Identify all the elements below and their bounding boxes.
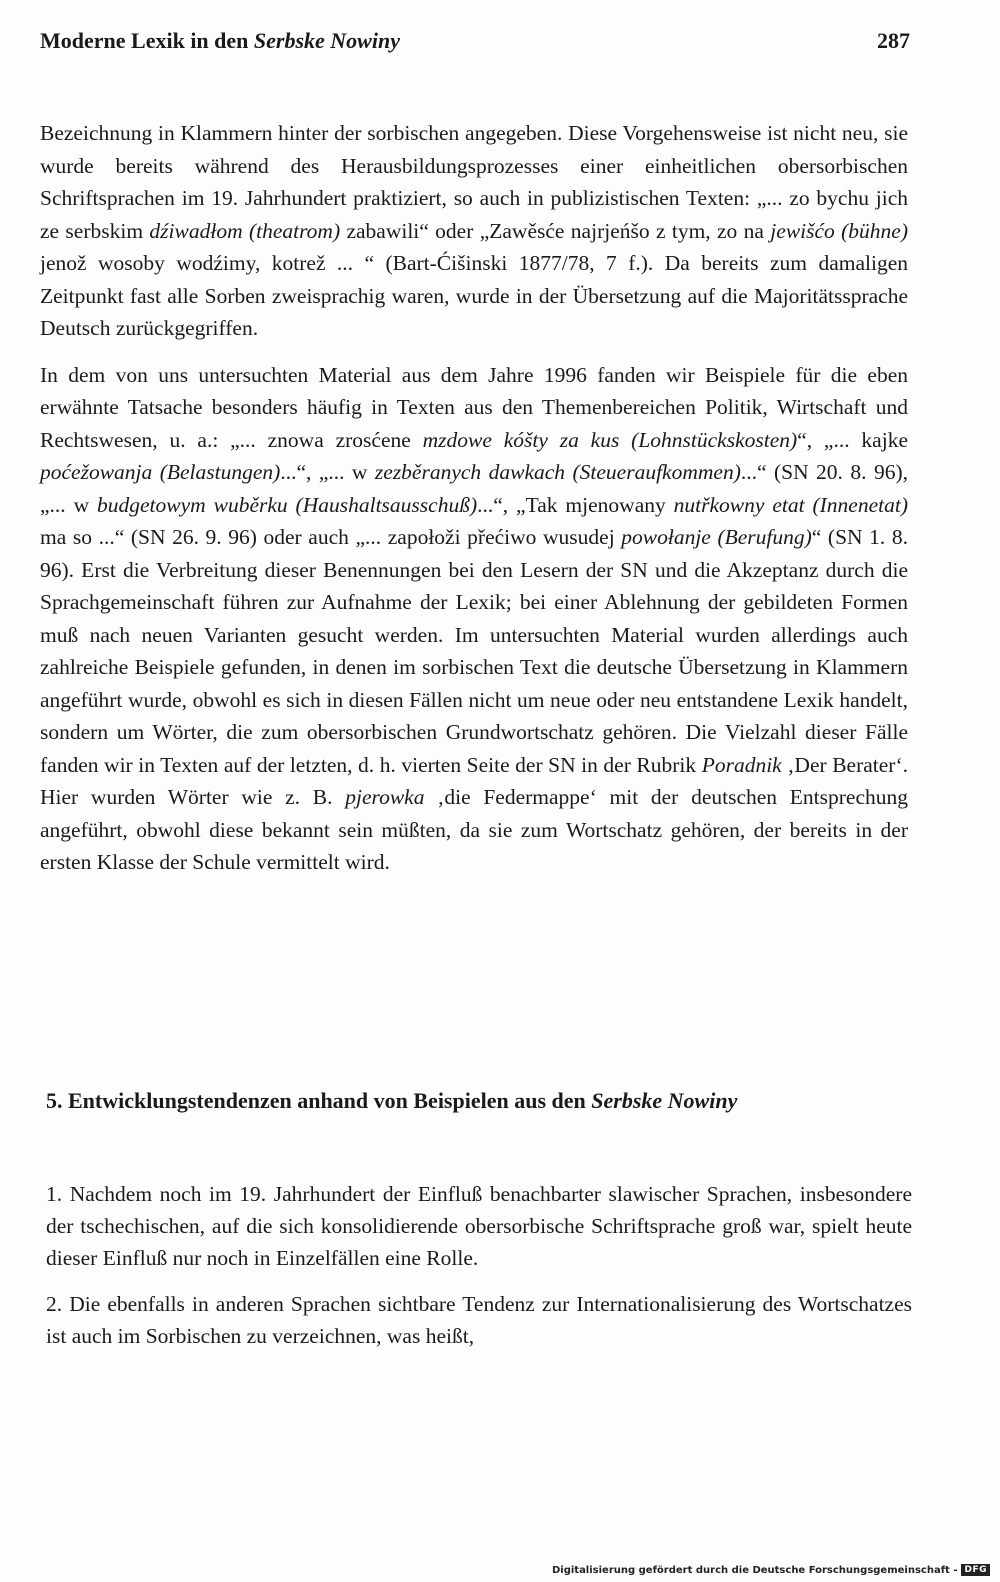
running-title-plain: Moderne Lexik in den (40, 28, 254, 53)
text-run: In dem von uns untersuchten Material aus dem Jahre 1996 fanden wir Beispiele für die eben erwähnte Tatsache besonders häufig in Texten aus den Themenbereichen Politik, Wirtschaft und Rechtswesen, u. a.: „... znowa zrosćene (40, 362, 908, 452)
text-run: Bezeichnung in Klammern hinter der sorbischen angegeben. Diese Vorgehensweise ist nicht neu, sie wurde bereits während des Herausbildungsprozesses einer einheitlichen obersorbischen Schriftsprachen im 19. Jahrhundert praktiziert, so auch in publizistischen Texten: „... zo bychu jich ze serbskim (40, 121, 908, 243)
italic-term: zezběranych dawkach (Steueraufkommen) (374, 460, 741, 484)
page-number: 287 (877, 28, 910, 53)
digitization-footer (552, 1564, 990, 1576)
italic-term: jewišćo (bühne) (770, 218, 908, 243)
text-run: ...“, „Tak mjenowany (477, 492, 674, 517)
paragraph (40, 359, 908, 879)
section-heading-italic: Serbske Nowiny (591, 1088, 738, 1113)
italic-term: nutřkowny etat (Innenetat) (673, 492, 908, 517)
italic-term: dźiwadłom (theatrom) (149, 218, 341, 243)
dfg-logo: DFG (961, 1564, 990, 1576)
paragraph (40, 117, 908, 345)
italic-term: powołanje (Berufung) (621, 525, 812, 549)
text-run: “, „... kajke (797, 427, 908, 452)
italic-term: poćežowanja (Belastungen) (40, 460, 281, 484)
italic-term: pjerowka (345, 785, 425, 809)
text-run: zabawili“ oder „Zawěsće najrjeńšo z tym, zo na (340, 218, 771, 243)
text-run: “ (SN 1. 8. 96). Erst die Verbreitung dieser Benennungen bei den Lesern der SN und die Akzeptanz durch die Sprachgemeinschaft führen zur Aufnahme der Lexik; bei einer Ablehnung der gebildeten Formen muß nach neuen Varianten gesucht werden. Im untersuchten Material wurden allerdings auch zahlreiche Beispiele gefunden, in denen im sorbischen Text die deutsche Übersetzung in Klammern angeführt wurde, obwohl es sich in diesen Fällen nicht um neue oder neu entstandene Lexik handelt, sondern um Wörter, die zum obersorbischen Grundwortschatz gehören. Die Vielzahl dieser Fälle fanden wir in Texten auf der letzten, d. h. vierten Seite der SN in der Rubrik (40, 525, 908, 777)
list-item-2: 2. Die ebenfalls in anderen Sprachen sichtbare Tendenz zur Internationalisierung des Wortschatzes ist auch im Sorbischen zu verzeichnen, was heißt, (46, 1292, 912, 1348)
running-title (40, 28, 400, 54)
text-run: ...“, „... w (280, 460, 375, 484)
text-run: ma so ...“ (SN 26. 9. 96) oder auch „... zapołoži přećiwo wusudej (40, 525, 622, 549)
italic-term: Poradnik (701, 752, 782, 777)
text-run: ...“ (SN 20. 8. 96), „... w (40, 460, 908, 517)
italic-term: budgetowym wuběrku (Haushaltsausschuß) (97, 492, 478, 517)
section-heading-plain: 5. Entwicklungstendenzen anhand von Beispielen aus den (46, 1088, 592, 1113)
italic-term: mzdowe kóšty za kus (Lohnstückskosten) (422, 427, 798, 452)
numbered-list (46, 1178, 912, 1366)
text-run: ‚Der Berater‘. Hier wurden Wörter wie z. B. (40, 752, 909, 809)
running-title-italic: Serbske Nowiny (253, 28, 400, 53)
footer-text: Digitalisierung gefördert durch die Deutsche Forschungsgemeinschaft - (551, 1564, 958, 1576)
section-heading (46, 1085, 912, 1117)
running-header (40, 28, 910, 54)
text-run: ‚die Federmappe‘ mit der deutschen Entsprechung angeführt, obwohl diese bekannt sein müßten, da sie zum Wortschatz gehören, der bereits in der ersten Klasse der Schule vermittelt wird. (40, 785, 908, 874)
text-run: jenož wosoby wodźimy, kotrež ... “ (Bart-Ćišinski 1877/78, 7 f.). Da bereits zum damaligen Zeitpunkt fast alle Sorben zweisprachig waren, wurde in der Übersetzung auf die Majoritätssprache Deutsch zurückgegriffen. (40, 251, 908, 340)
body-text (40, 117, 908, 893)
list-item-1: 1. Nachdem noch im 19. Jahrhundert der Einfluß benachbarter slawischer Sprachen, insbesondere der tschechischen, auf die sich konsolidierende obersorbische Schriftsprache groß war, spielt heute dieser Einfluß nur noch in Einzelfällen eine Rolle. (46, 1182, 912, 1270)
